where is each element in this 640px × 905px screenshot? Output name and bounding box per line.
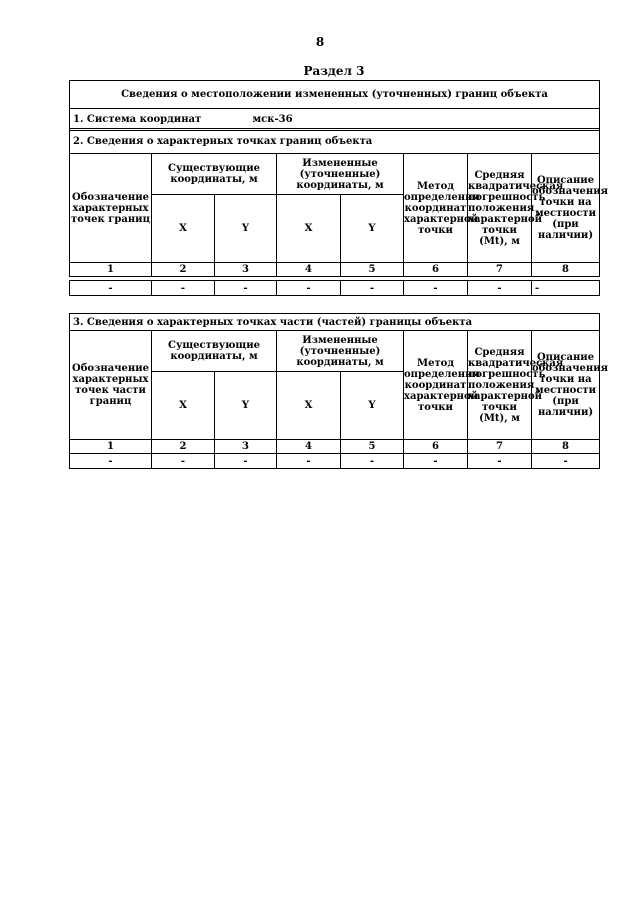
column-number: 4 xyxy=(277,263,341,277)
header-error: Средняя квадратическая погрешность положения характерной точки (Mt), м xyxy=(468,331,532,440)
header-x: X xyxy=(152,195,215,263)
table-cell: - xyxy=(152,454,215,469)
section3-title: 3. Сведения о характерных точках части (частей) границы объекта xyxy=(70,314,600,331)
header-x: X xyxy=(277,195,341,263)
header-x: X xyxy=(277,372,341,440)
column-number: 7 xyxy=(468,440,532,454)
table-cell: - xyxy=(215,281,277,296)
table-cell: - xyxy=(70,454,152,469)
header-changed-coords: Измененные (уточненные) координаты, м xyxy=(277,331,404,372)
header-method: Метод определения координат характерной точки xyxy=(404,331,468,440)
table-cell: - xyxy=(152,281,215,296)
section3-table xyxy=(69,313,608,469)
table-cell: - xyxy=(532,281,600,296)
section2-table xyxy=(69,128,608,296)
column-number: 3 xyxy=(215,440,277,454)
header-error: Средняя квадратическая погрешность положения характерной точки (Mt), м xyxy=(468,154,532,263)
section2-title: 2. Сведения о характерных точках границ объекта xyxy=(70,129,600,154)
header-y: Y xyxy=(341,195,404,263)
table-cell: - xyxy=(70,281,152,296)
header-method: Метод определения координат характерной точки xyxy=(404,154,468,263)
column-number: 2 xyxy=(152,263,215,277)
column-number: 4 xyxy=(277,440,341,454)
table-cell: - xyxy=(341,454,404,469)
table-cell: - xyxy=(277,454,341,469)
coord-system-label: 1. Система координат xyxy=(70,109,253,131)
column-number: 6 xyxy=(404,440,468,454)
table-row xyxy=(70,281,600,296)
column-number: 5 xyxy=(341,263,404,277)
column-number: 5 xyxy=(341,440,404,454)
header-existing-coords: Существующие координаты, м xyxy=(152,331,277,372)
page-number: 8 xyxy=(315,35,325,49)
header-x: X xyxy=(152,372,215,440)
header-changed-coords: Измененные (уточненные) координаты, м xyxy=(277,154,404,195)
column-number: 7 xyxy=(468,263,532,277)
table-cell: - xyxy=(215,454,277,469)
header-existing-coords: Существующие координаты, м xyxy=(152,154,277,195)
header-designation: Обозначение характерных точек границ xyxy=(70,154,152,263)
header-y: Y xyxy=(215,372,277,440)
table-cell: - xyxy=(404,454,468,469)
header-description: Описание обозначения точки на местности (при наличии) xyxy=(532,154,600,263)
main-header-title: Сведения о местоположении измененных (уточненных) границ объекта xyxy=(70,81,600,109)
column-number: 8 xyxy=(532,263,600,277)
header-description: Описание обозначения точки на местности (при наличии) xyxy=(532,331,600,440)
column-number: 8 xyxy=(532,440,600,454)
table-cell: - xyxy=(468,281,532,296)
header-table xyxy=(69,80,600,131)
section-title: Раздел 3 xyxy=(303,64,365,78)
header-designation: Обозначение характерных точек части границ xyxy=(70,331,152,440)
table-cell: - xyxy=(341,281,404,296)
table-cell: - xyxy=(404,281,468,296)
coord-system-value: мск-36 xyxy=(253,109,600,131)
column-number: 1 xyxy=(70,263,152,277)
column-number: 1 xyxy=(70,440,152,454)
table-cell: - xyxy=(468,454,532,469)
table-cell: - xyxy=(277,281,341,296)
column-number: 2 xyxy=(152,440,215,454)
table-row xyxy=(70,454,600,469)
table-cell: - xyxy=(532,454,600,469)
column-number: 3 xyxy=(215,263,277,277)
header-y: Y xyxy=(341,372,404,440)
column-number: 6 xyxy=(404,263,468,277)
header-y: Y xyxy=(215,195,277,263)
